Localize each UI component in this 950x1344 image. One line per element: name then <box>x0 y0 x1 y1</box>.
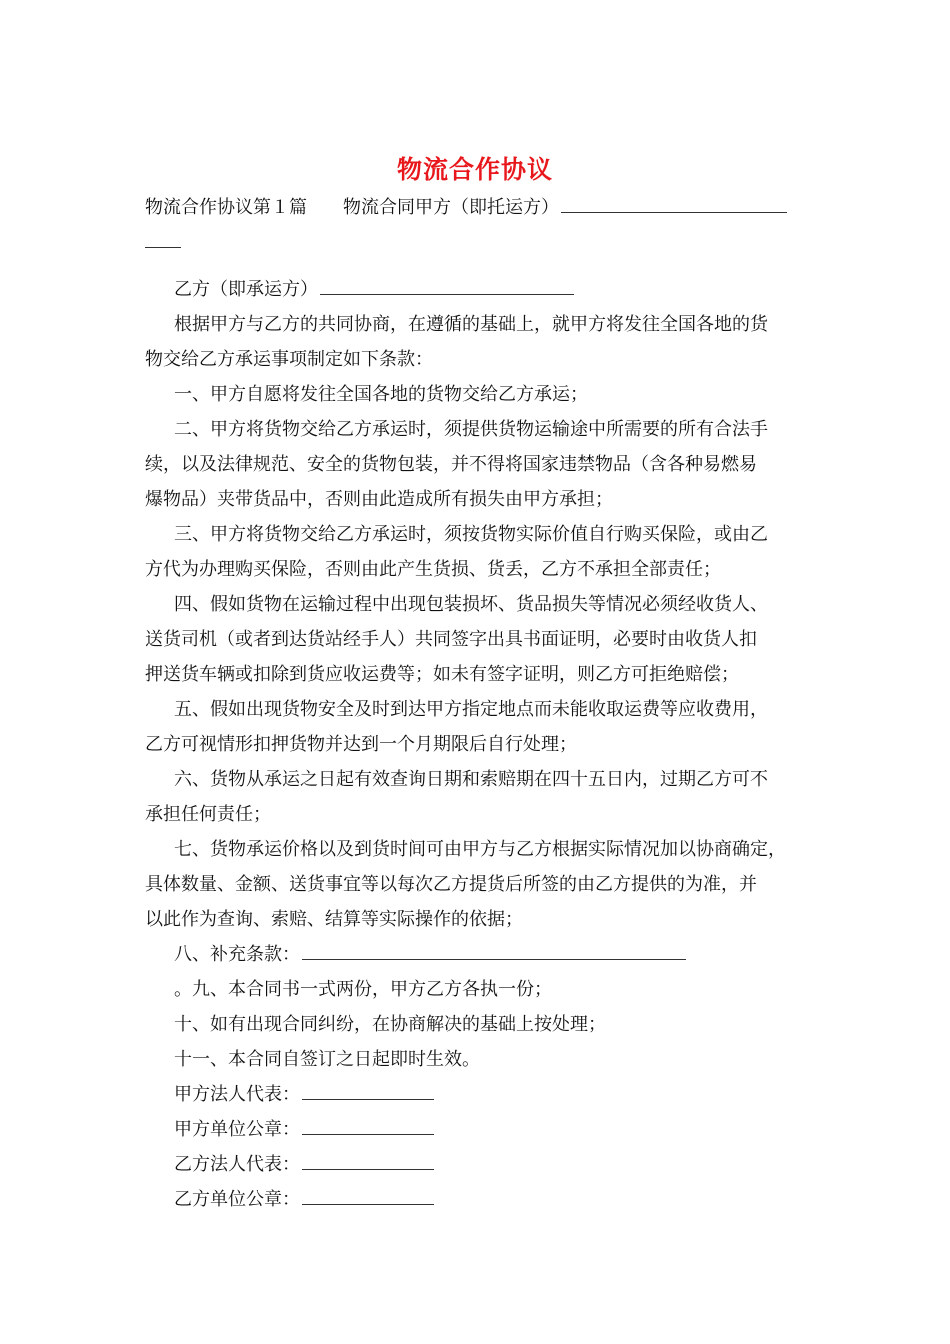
supplement-line <box>145 937 808 972</box>
signature-label: 乙方单位公章： <box>174 1189 300 1210</box>
clause-line: 四、假如货物在运输过程中出现包装损坏、货品损失等情况必须经收货人、 <box>174 594 768 615</box>
clause-line: 乙方可视情形扣押货物并达到一个月期限后自行处理； <box>145 734 577 755</box>
party-b-blank <box>320 276 574 295</box>
clause-line: 以此作为查询、索赔、结算等实际操作的依据； <box>145 909 523 930</box>
signature-line <box>145 1077 808 1112</box>
party-a-blank-continued <box>145 229 181 248</box>
clause-9: 。九、本合同书一式两份，甲方乙方各执一份； <box>174 979 552 1000</box>
clause-line: 方代为办理购买保险，否则由此产生货损、货丢，乙方不承担全部责任； <box>145 559 721 580</box>
signature-blank <box>302 1116 434 1135</box>
clause-line: 具体数量、金额、送货事宜等以每次乙方提货后所签的由乙方提供的为准，并 <box>145 874 757 895</box>
clause-line: 爆物品）夹带货品中，否则由此造成所有损失由甲方承担； <box>145 489 613 510</box>
header-line-continued <box>145 225 808 260</box>
signature-label: 甲方单位公章： <box>174 1119 300 1140</box>
signature-label: 乙方法人代表： <box>174 1154 300 1175</box>
signature-label: 甲方法人代表： <box>174 1084 300 1105</box>
document-body <box>145 190 808 1217</box>
document-title: 物流合作协议 <box>396 155 553 184</box>
signature-blank <box>302 1081 434 1100</box>
clause-paragraph <box>145 377 808 412</box>
signature-blank <box>302 1151 434 1170</box>
party-b-label: 乙方（即承运方） <box>174 279 318 300</box>
party-a-blank <box>561 194 787 213</box>
clause-paragraph <box>145 692 808 762</box>
clause-paragraph <box>145 517 808 587</box>
clauses <box>145 307 808 937</box>
clause-paragraph <box>145 587 808 692</box>
signature-line <box>145 1112 808 1147</box>
signature-blank <box>302 1186 434 1205</box>
clause-line: 物交给乙方承运事项制定如下条款： <box>145 349 433 370</box>
clause-line: 六、货物从承运之日起有效查询日期和索赔期在四十五日内，过期乙方可不 <box>174 769 768 790</box>
clause-line: 根据甲方与乙方的共同协商，在遵循的基础上，就甲方将发往全国各地的货 <box>174 314 768 335</box>
clause-10: 十、如有出现合同纠纷，在协商解决的基础上按处理； <box>174 1014 606 1035</box>
clause-line: 七、货物承运价格以及到货时间可由甲方与乙方根据实际情况加以协商确定， <box>174 839 786 860</box>
clause-paragraph <box>145 412 808 517</box>
clause-11: 十一、本合同自签订之日起即时生效。 <box>174 1049 480 1070</box>
clause-line: 五、假如出现货物安全及时到达甲方指定地点而未能收取运费等应收费用， <box>174 699 768 720</box>
clause-line: 一、甲方自愿将发往全国各地的货物交给乙方承运； <box>174 384 588 405</box>
party-b-line <box>145 272 808 307</box>
clause-line: 续，以及法律规范、安全的货物包装，并不得将国家违禁物品（含各种易燃易 <box>145 454 757 475</box>
supplement-blank <box>302 941 686 960</box>
clause-paragraph <box>145 307 808 377</box>
clause-line: 押送货车辆或扣除到货应收运费等；如未有签字证明，则乙方可拒绝赔偿； <box>145 664 739 685</box>
header-text: 物流合作协议第１篇 物流合同甲方（即托运方） <box>145 197 559 218</box>
clause-paragraph <box>145 762 808 832</box>
signature-line <box>145 1147 808 1182</box>
clause-line: 承担任何责任； <box>145 804 271 825</box>
supplement-label: 八、补充条款： <box>174 944 300 965</box>
clause-line: 三、甲方将货物交给乙方承运时，须按货物实际价值自行购买保险，或由乙 <box>174 524 768 545</box>
signature-line <box>145 1182 808 1217</box>
clause-line: 送货司机（或者到达货站经手人）共同签字出具书面证明，必要时由收货人扣 <box>145 629 757 650</box>
clause-paragraph <box>145 832 808 937</box>
clause-line: 二、甲方将货物交给乙方承运时，须提供货物运输途中所需要的所有合法手 <box>174 419 768 440</box>
header-line <box>145 190 808 225</box>
signature-block <box>145 1077 808 1217</box>
